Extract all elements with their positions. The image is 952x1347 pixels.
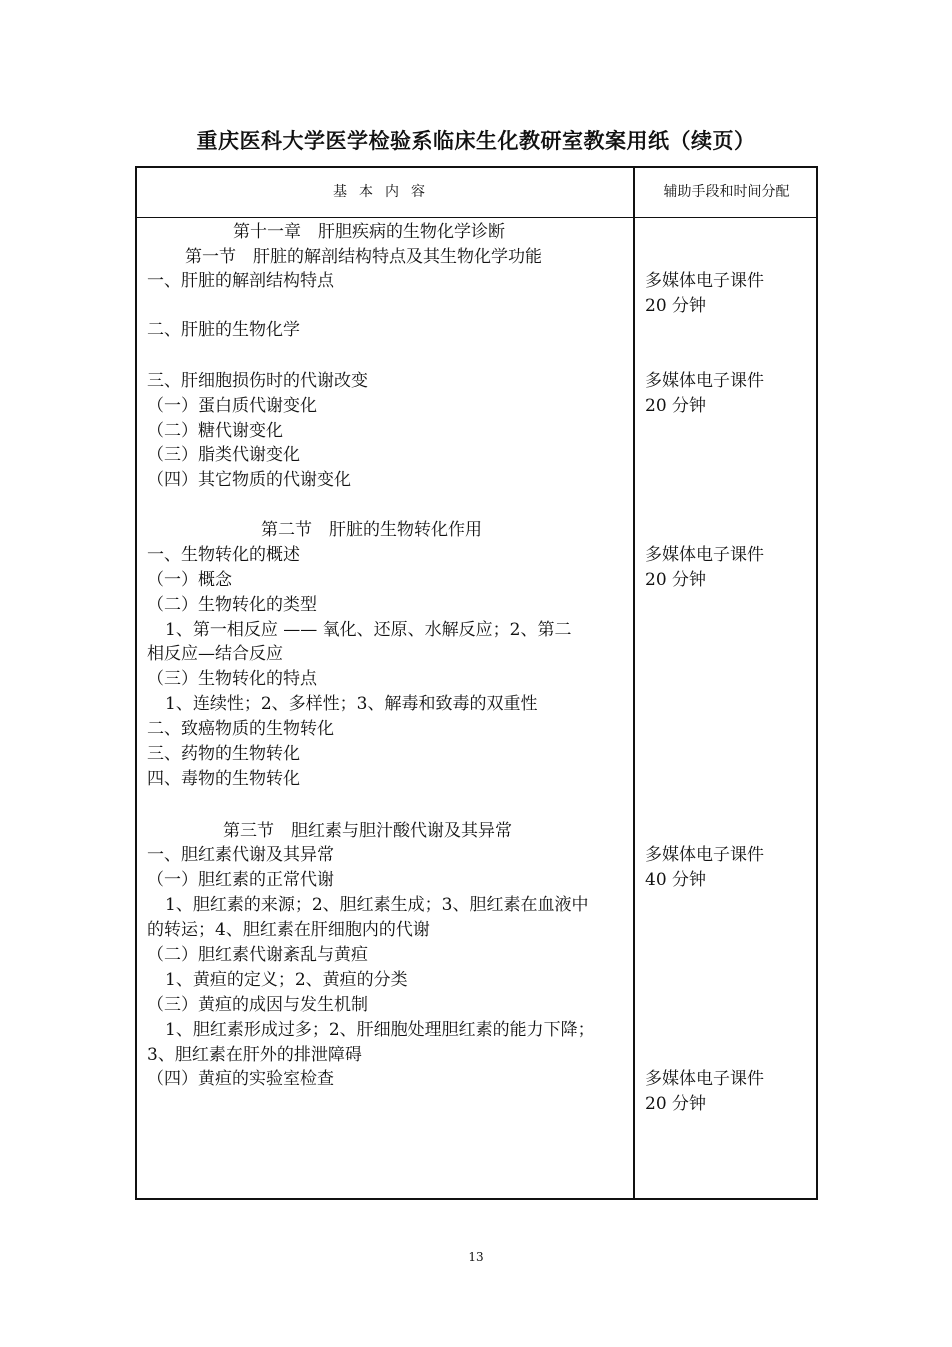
aid-line: 20 分钟 — [645, 1094, 707, 1114]
section-title: 第一节 肝脏的解剖结构特点及其生物化学功能 — [185, 247, 542, 267]
content-line: 相反应—结合反应 — [147, 644, 283, 664]
content-line: （三）黄疸的成因与发生机制 — [147, 995, 368, 1015]
content-line: （四）其它物质的代谢变化 — [147, 470, 351, 490]
content-line: 3、胆红素在肝外的排泄障碍 — [147, 1045, 362, 1065]
aid-line: 多媒体电子课件 — [645, 1069, 764, 1089]
aid-line: 20 分钟 — [645, 396, 707, 416]
content-line: 的转运；4、胆红素在肝细胞内的代谢 — [147, 920, 430, 940]
aid-line: 多媒体电子课件 — [645, 371, 764, 391]
content-line: 一、生物转化的概述 — [147, 545, 300, 565]
section-title: 第三节 胆红素与胆汁酸代谢及其异常 — [223, 821, 512, 841]
content-line: （四）黄疸的实验室检查 — [147, 1069, 334, 1089]
table-header-divider — [137, 217, 816, 218]
aid-line: 多媒体电子课件 — [645, 845, 764, 865]
content-line: （三）脂类代谢变化 — [147, 445, 300, 465]
content-line: （二）胆红素代谢紊乱与黄疸 — [147, 945, 368, 965]
content-line: 三、药物的生物转化 — [147, 744, 300, 764]
table-column-divider — [633, 168, 635, 1198]
content-line: 1、连续性；2、多样性；3、解毒和致毒的双重性 — [165, 694, 538, 714]
content-line: 二、致癌物质的生物转化 — [147, 719, 334, 739]
aid-line: 20 分钟 — [645, 296, 707, 316]
content-line: （一）概念 — [147, 570, 232, 590]
aid-line: 多媒体电子课件 — [645, 545, 764, 565]
content-line: （一）胆红素的正常代谢 — [147, 870, 334, 890]
content-line: （三）生物转化的特点 — [147, 669, 317, 689]
content-line: （一）蛋白质代谢变化 — [147, 396, 317, 416]
content-line: （二）糖代谢变化 — [147, 421, 283, 441]
content-line: 1、胆红素的来源；2、胆红素生成；3、胆红素在血液中 — [165, 895, 589, 915]
header-basic-content: 基本内容 — [333, 184, 437, 200]
content-line: （二）生物转化的类型 — [147, 595, 317, 615]
content-line: 三、肝细胞损伤时的代谢改变 — [147, 371, 368, 391]
content-line: 一、胆红素代谢及其异常 — [147, 845, 334, 865]
page-number: 13 — [468, 1250, 484, 1264]
content-line: 二、肝脏的生物化学 — [147, 320, 300, 340]
lesson-plan-table — [135, 166, 818, 1200]
content-line: 1、第一相反应 —— 氧化、还原、水解反应；2、第二 — [165, 620, 572, 640]
aid-line: 40 分钟 — [645, 870, 707, 890]
content-line: 1、黄疸的定义；2、黄疸的分类 — [165, 970, 408, 990]
header-aids-time: 辅助手段和时间分配 — [663, 184, 790, 200]
aid-line: 20 分钟 — [645, 570, 707, 590]
content-line: 一、肝脏的解剖结构特点 — [147, 271, 334, 291]
content-line: 1、胆红素形成过多；2、肝细胞处理胆红素的能力下降； — [165, 1020, 595, 1040]
content-line: 四、毒物的生物转化 — [147, 769, 300, 789]
aid-line: 多媒体电子课件 — [645, 271, 764, 291]
page-title: 重庆医科大学医学检验系临床生化教研室教案用纸（续页） — [196, 128, 756, 153]
chapter-title: 第十一章 肝胆疾病的生物化学诊断 — [233, 222, 505, 242]
section-title: 第二节 肝脏的生物转化作用 — [261, 520, 482, 540]
